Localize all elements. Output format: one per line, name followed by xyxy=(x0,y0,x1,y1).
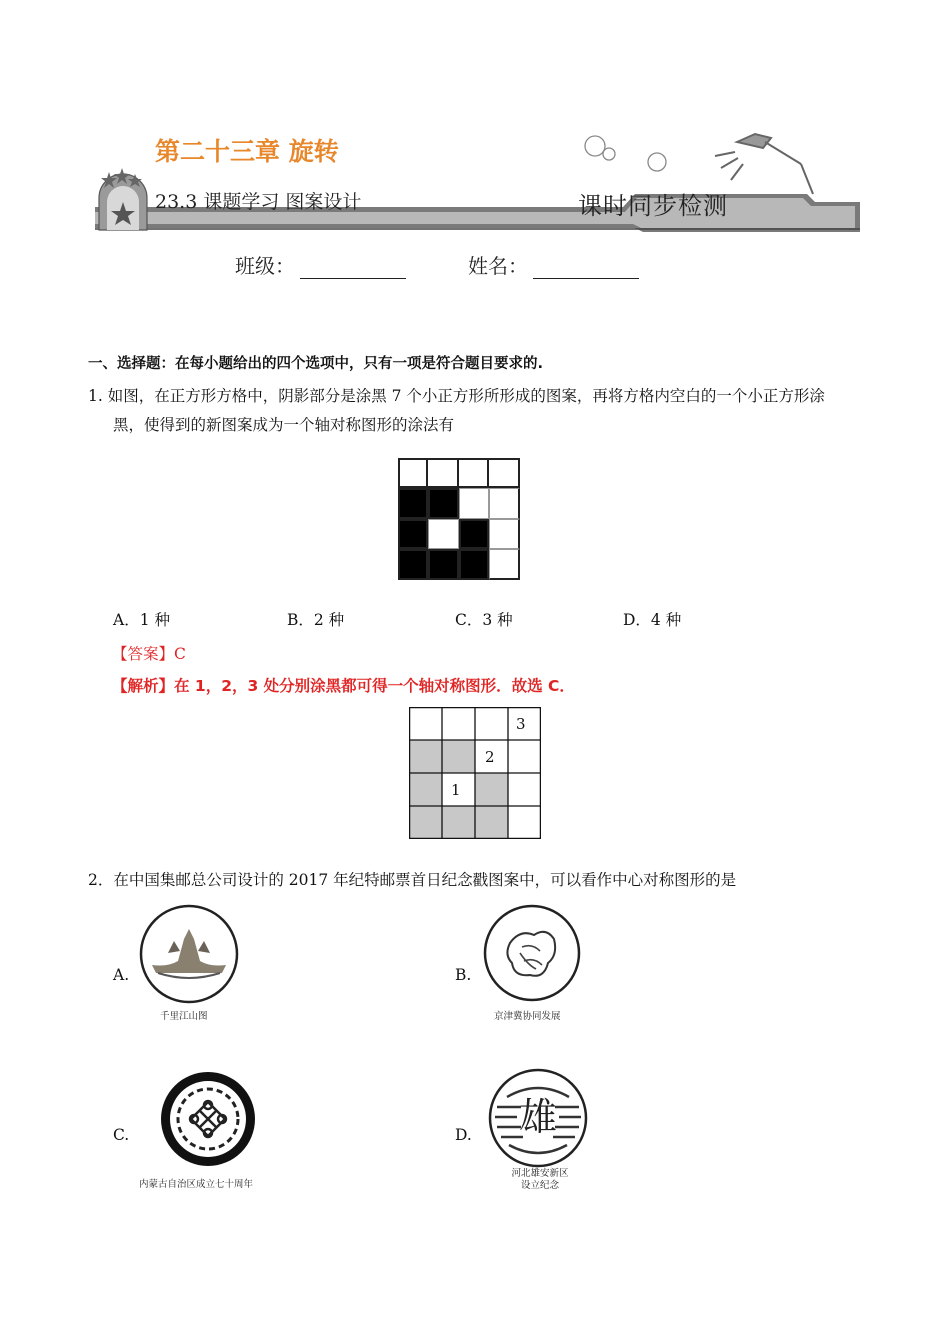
section-title: 23.3 课题学习 图案设计 xyxy=(155,191,362,213)
answer-tag: 【答案】 xyxy=(112,645,175,663)
chapter-title: 第二十三章 旋转 xyxy=(155,137,339,166)
grid-cell xyxy=(459,458,489,488)
grid-cell-shaded xyxy=(459,549,489,580)
grid-cell xyxy=(489,488,520,519)
q1-answer xyxy=(112,642,186,664)
class-blank[interactable] xyxy=(300,256,406,279)
grid-label-1: 1 xyxy=(451,781,461,799)
grid-cell-shaded xyxy=(459,519,489,549)
class-field xyxy=(235,250,406,279)
stamp-caption-b: 京津冀协同发展 xyxy=(494,1011,561,1022)
xiongan-stamp xyxy=(487,1067,589,1169)
grid-cell-shaded xyxy=(428,488,459,519)
name-label: 姓名： xyxy=(468,254,528,278)
q1-option-a[interactable]: A．1 种 xyxy=(113,611,170,629)
q1-option-c[interactable]: C．3 种 xyxy=(455,611,513,629)
name-blank[interactable] xyxy=(533,256,639,279)
q2-option-a[interactable]: A. xyxy=(113,966,130,984)
stamp-caption-d-line2: 设立纪念 xyxy=(520,1180,559,1191)
brand-label: 课时同步检测 xyxy=(578,192,728,220)
grid-cell-shaded xyxy=(428,549,459,580)
question-2: 2．在中国集邮总公司设计的 2017 年纪特邮票首日纪念戳图案中，可以看作中心对称图形的是 xyxy=(88,871,737,889)
stamp-caption-a: 千里江山图 xyxy=(160,1011,208,1022)
grid-label-3: 3 xyxy=(516,715,526,733)
stamp-glyph: 雄 xyxy=(518,1095,557,1139)
grid-label-2: 2 xyxy=(485,748,495,766)
answer-value: C xyxy=(174,645,186,663)
grid-cell-shaded xyxy=(398,549,428,580)
grid-cell xyxy=(489,519,520,549)
grid-cell-shaded xyxy=(398,488,428,519)
q1-figure-grid xyxy=(398,458,520,580)
q1-option-b[interactable]: B．2 种 xyxy=(287,611,345,629)
question-1-line2: 黑，使得到的新图案成为一个轴对称图形的涂法有 xyxy=(113,416,455,435)
grid-cell-shaded xyxy=(398,519,428,549)
star-badge-icon xyxy=(99,168,147,230)
knot-stamp-icon xyxy=(158,1069,258,1169)
q1-analysis xyxy=(112,674,575,696)
q1-analysis-grid xyxy=(409,707,541,839)
q2-option-d[interactable]: D. xyxy=(455,1126,472,1144)
grid-cell xyxy=(428,519,459,549)
desk-lamp-icon xyxy=(715,134,813,194)
stamp-caption-d xyxy=(509,1168,571,1192)
class-label: 班级： xyxy=(235,254,295,278)
grid-cell xyxy=(459,488,489,519)
header-banner xyxy=(95,112,865,237)
name-field xyxy=(468,250,639,279)
grid-cell xyxy=(398,458,428,488)
stamp-caption-c: 内蒙古自治区成立七十周年 xyxy=(139,1179,254,1190)
q2-option-b[interactable]: B. xyxy=(455,966,472,984)
stamp-caption-d-line1: 河北雄安新区 xyxy=(511,1168,569,1179)
grid-cell xyxy=(489,458,520,488)
question-1 xyxy=(88,382,878,441)
q1-option-d[interactable]: D．4 种 xyxy=(623,611,682,629)
analysis-text: 在 1，2，3 处分别涂黑都可得一个轴对称图形．故选 C． xyxy=(174,677,575,695)
bubble-decoration xyxy=(585,136,666,171)
question-1-line1: 1. 如图，在正方形方格中，阴影部分是涂黑 7 个小正方形所形成的图案，再将方格内空白的一个小正方形涂 xyxy=(88,387,825,405)
grid-cell xyxy=(489,549,520,580)
section-heading: 一、选择题：在每小题给出的四个选项中，只有一项是符合题目要求的. xyxy=(88,356,544,372)
cooperation-stamp-icon xyxy=(482,903,582,1003)
mountain-stamp-icon xyxy=(138,903,240,1005)
grid-cell xyxy=(428,458,459,488)
analysis-tag: 【解析】 xyxy=(112,677,175,695)
q2-option-c[interactable]: C. xyxy=(113,1126,130,1144)
